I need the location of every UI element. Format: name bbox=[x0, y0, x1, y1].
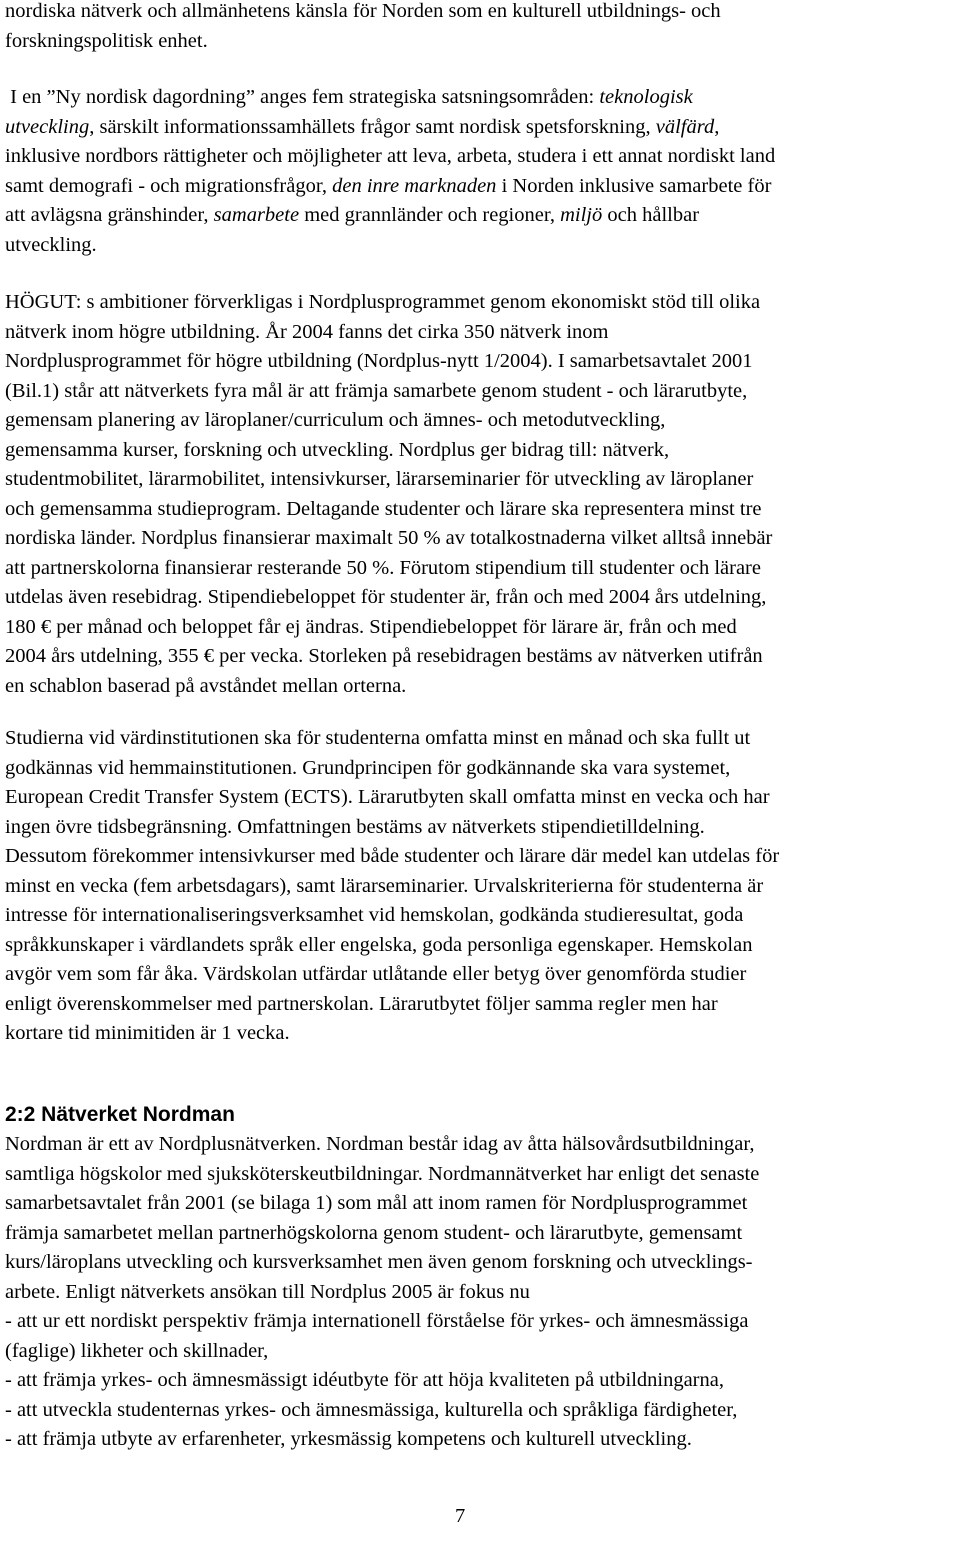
text-line: (faglige) likheter och skillnader, bbox=[5, 1339, 269, 1362]
text-line: avgör vem som får åka. Värdskolan utfärdar utlåtande eller betyg över genomförda studier bbox=[5, 963, 747, 985]
text-line: inklusive nordbors rättigheter och möjligheter att leva, arbeta, studera i ett annat nordiskt land bbox=[5, 145, 776, 167]
text-run: i Norden inklusive samarbete för bbox=[496, 174, 772, 197]
text-line: nordiska länder. Nordplus finansierar maximalt 50 % av totalkostnaderna vilket alltså innebär bbox=[5, 527, 773, 549]
text-line bbox=[5, 172, 960, 202]
text-line: Nordman är ett av Nordplusnätverken. Nordman består idag av åtta hälsovårdsutbildningar, bbox=[5, 1133, 755, 1155]
text-line: European Credit Transfer System (ECTS). Lärarutbyten skall omfatta minst en vecka och har bbox=[5, 786, 770, 808]
text-line bbox=[5, 83, 960, 113]
text-line: samarbetsavtalet från 2001 (se bilaga 1) som mål att inom ramen för Nordplusprogrammet bbox=[5, 1192, 748, 1214]
text-line: att partnerskolorna finansierar resterande 50 %. Förutom stipendium till studenter och lärare bbox=[5, 556, 761, 579]
text-line: och gemensamma studieprogram. Deltagande studenter och lärare ska representera minst tre bbox=[5, 497, 762, 520]
text-line: enligt överenskommelser med partnerskolan. Lärarutbytet följer samma regler men har bbox=[5, 992, 718, 1015]
intro-paragraph bbox=[5, 0, 960, 56]
text-run: att avlägsna gränshinder, bbox=[5, 204, 214, 226]
text-line: - att främja utbyte av erfarenheter, yrkesmässig kompetens och kulturell utveckling. bbox=[5, 1428, 692, 1450]
text-line: gemensamma kurser, forskning och utveckling. Nordplus ger bidrag till: nätverk, bbox=[5, 438, 670, 461]
italic-term: utveckling bbox=[5, 115, 90, 138]
text-line: (Bil.1) står att nätverkets fyra mål är att främja samarbete genom student - och lärarutbyte, bbox=[5, 379, 748, 402]
text-line: arbete. Enligt nätverkets ansökan till Nordplus 2005 är fokus nu bbox=[5, 1280, 530, 1303]
text-line: Studierna vid värdinstitutionen ska för studenterna omfatta minst en månad och ska fullt ut bbox=[5, 727, 751, 749]
text-line bbox=[5, 113, 960, 143]
italic-term: samarbete bbox=[213, 204, 300, 226]
italic-term: teknologisk bbox=[599, 86, 693, 108]
text-line: Nordplusprogrammet för högre utbildning (Nordplus-nytt 1/2004). I samarbetsavtalet 2001 bbox=[5, 350, 753, 372]
text-line: gemensam planering av läroplaner/curriculum och ämnes- och metodutveckling, bbox=[5, 409, 666, 431]
text-line: - att främja yrkes- och ämnesmässigt idéutbyte för att höja kvaliteten på utbildningarna, bbox=[5, 1369, 724, 1391]
text-run: I en ”Ny nordisk dagordning” anges fem strategiska satsningsområden: bbox=[5, 86, 600, 108]
text-line: kurs/läroplans utveckling och kursverksamhet men även genom forskning och utvecklings- bbox=[5, 1251, 753, 1273]
text-line: främja samarbetet mellan partnerhögskolorna genom student- och lärarutbyte, gemensamt bbox=[5, 1221, 743, 1244]
text-line: intresse för internationaliseringsverksamhet vid hemskolan, godkända studieresultat, goda bbox=[5, 904, 744, 926]
italic-term: miljö bbox=[560, 204, 603, 226]
text-line bbox=[5, 201, 960, 231]
text-line: forskningspolitisk enhet. bbox=[5, 29, 208, 52]
text-line: kortare tid minimitiden är 1 vecka. bbox=[5, 1022, 290, 1044]
italic-term: välfärd bbox=[655, 115, 715, 138]
text-line: godkännas vid hemmainstitutionen. Grundprincipen för godkännande ska vara systemet, bbox=[5, 756, 731, 779]
studies-paragraph bbox=[5, 724, 960, 1049]
text-line: HÖGUT: s ambitioner förverkligas i Nordplusprogrammet genom ekonomiskt stöd till olika bbox=[5, 291, 761, 313]
text-run: och hållbar bbox=[602, 204, 700, 226]
text-line: nordiska nätverk och allmänhetens känsla för Norden som en kulturell utbildnings- och bbox=[5, 0, 721, 22]
italic-term: den inre marknaden bbox=[332, 174, 497, 197]
agenda-paragraph bbox=[5, 83, 960, 260]
text-run: med grannländer och regioner, bbox=[299, 204, 561, 226]
text-line: - att ur ett nordiskt perspektiv främja internationell förståelse för yrkes- och ämnesmässiga bbox=[5, 1310, 749, 1332]
text-line: nätverk inom högre utbildning. År 2004 fanns det cirka 350 nätverk inom bbox=[5, 320, 609, 343]
text-run: samt demografi - och migrationsfrågor, bbox=[5, 174, 333, 197]
text-line: studentmobilitet, lärarmobilitet, intensivkurser, lärarseminarier för utveckling av läroplaner bbox=[5, 468, 754, 490]
text-run: , bbox=[714, 115, 720, 138]
text-line: samtliga högskolor med sjuksköterskeutbildningar. Nordmannätverket har enligt det senaste bbox=[5, 1162, 760, 1185]
text-line: språkkunskaper i värdlandets språk eller engelska, goda personliga egenskaper. Hemskolan bbox=[5, 933, 753, 956]
text-line: - att utveckla studenternas yrkes- och ämnesmässiga, kulturella och språkliga färdigheter, bbox=[5, 1398, 738, 1421]
text-line: 2004 års utdelning, 355 € per vecka. Storleken på resebidragen bestäms av nätverken utifrån bbox=[5, 645, 763, 667]
hogut-paragraph bbox=[5, 288, 960, 701]
text-line: 180 € per månad och beloppet får ej ändras. Stipendiebeloppet för lärare är, från och med bbox=[5, 615, 737, 638]
page-number: 7 bbox=[455, 1505, 466, 1527]
text-run: , särskilt informationssamhällets frågor samt nordisk spetsforskning, bbox=[89, 115, 656, 138]
text-line: minst en vecka (fem arbetsdagars), samt lärarseminarier. Urvalskriterierna för studenterna är bbox=[5, 874, 764, 897]
text-line: utdelas även resebidrag. Stipendiebeloppet för studenter är, från och med 2004 års utdelning, bbox=[5, 586, 767, 608]
text-line: ingen övre tidsbegränsning. Omfattningen bestäms av nätverkets stipendietilldelning. bbox=[5, 815, 705, 838]
section-heading: 2:2 Nätverket Nordman bbox=[5, 1103, 235, 1126]
text-line: utveckling. bbox=[5, 233, 97, 256]
text-line: Dessutom förekommer intensivkurser med både studenter och lärare där medel kan utdelas för bbox=[5, 845, 780, 867]
nordman-paragraph bbox=[5, 1130, 960, 1455]
text-line: en schablon baserad på avståndet mellan orterna. bbox=[5, 674, 407, 697]
